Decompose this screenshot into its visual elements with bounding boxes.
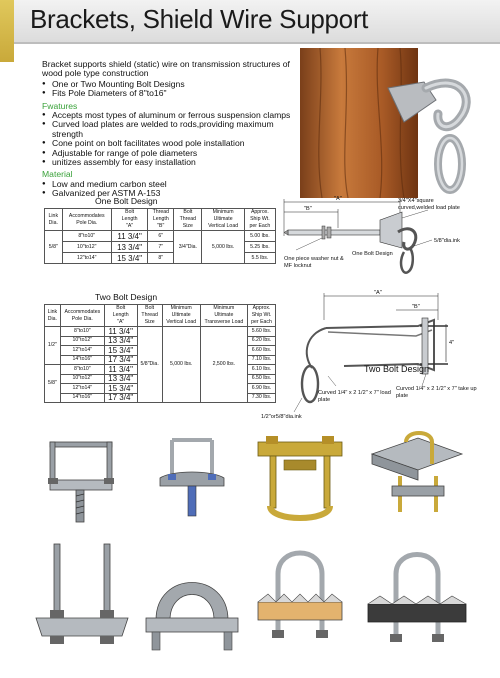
header-cell: Minimum Ultimate Vertical Load	[162, 305, 200, 327]
header-cell: Bolt Thread Size	[137, 305, 162, 327]
weight-cell: 5.5 lbs.	[244, 253, 275, 264]
length-cell: 11 3/4"	[104, 365, 137, 375]
table-header-row	[45, 209, 276, 231]
link-dia-cell: 5/8"	[45, 365, 61, 403]
weight-cell: 7.10 lbs.	[248, 355, 276, 365]
two-bolt-link-label: 1/2"or5/8"dia.ink	[261, 414, 302, 420]
weight-cell: 6.90 lbs.	[248, 384, 276, 394]
pole-cell: 12"to14"	[60, 384, 104, 394]
feature-item: ● unitizes assembly for easy installation	[42, 158, 292, 167]
intro-bullets	[42, 80, 292, 99]
pole-cell: 12"to14"	[60, 346, 104, 356]
header-cell: Approx. Ship Wt. per Each	[244, 209, 275, 231]
weight-cell: 5.25 lbs.	[244, 242, 275, 253]
one-bolt-table-caption: One Bolt Design	[95, 196, 158, 206]
pole-cell: 12"to14"	[62, 253, 111, 264]
intro-description: Bracket supports shield (static) wire on transmission structures of wood pole type construction	[42, 59, 290, 79]
length-cell: 17 3/4"	[104, 355, 137, 365]
two-bolt-curved-take-label: Curvod 1/4" x 2 1/2" x 7" take up plate	[396, 386, 477, 399]
product-saddle-clamp-image	[362, 420, 472, 528]
product-gold-clamp-image	[250, 420, 350, 528]
two-bolt-table	[44, 304, 276, 403]
header-cell: Minimum Ultimate Vertical Load	[202, 209, 244, 231]
product-gallery	[32, 420, 472, 665]
product-u-bolt-clamp-image	[142, 420, 242, 528]
thread-size-cell: 5/8"Dia.	[137, 327, 162, 403]
load-cell: 5,000 lbs.	[202, 231, 244, 264]
length-cell: 13 3/4"	[104, 374, 137, 384]
one-bolt-link-label: 5/8"dia.ink	[434, 238, 460, 244]
one-bolt-dim-a: "A"	[334, 196, 342, 202]
weight-cell: 5.00 lbs.	[244, 231, 275, 242]
two-bolt-dim-b: "B"	[412, 304, 420, 310]
length-cell: 17 3/4"	[104, 393, 137, 403]
product-flat-bracket-image	[32, 540, 132, 660]
weight-cell: 6.20 lbs.	[248, 336, 276, 346]
pole-bracket-illustration	[300, 48, 478, 198]
header-cell: Bolt Thread Size	[174, 209, 202, 231]
weight-cell: 5.60 lbs.	[248, 327, 276, 337]
one-bolt-dim-b: "B"	[304, 206, 312, 212]
table-row	[45, 327, 276, 337]
page-header	[0, 0, 500, 44]
length-cell: 11 3/4"	[111, 231, 147, 242]
length-cell: 13 3/4"	[111, 242, 147, 253]
length-cell: 15 3/4"	[104, 346, 137, 356]
one-bolt-washer-label: One piece washer nut & MF locknut	[284, 256, 344, 269]
weight-cell: 6.60 lbs.	[248, 346, 276, 356]
material-heading: Material	[42, 169, 73, 180]
one-bolt-table	[44, 208, 276, 264]
feature-item: ● Adjustable for range of pole diameters	[42, 149, 292, 158]
material-item: ● Galvanized per ASTM A-153	[42, 189, 292, 198]
header-cell: Bolt Length "A"	[111, 209, 147, 231]
length-cell: 15 3/4"	[104, 384, 137, 394]
two-bolt-table-caption: Two Bolt Design	[95, 292, 158, 302]
pole-cell: 14"to16"	[60, 355, 104, 365]
length-cell: 13 3/4"	[104, 336, 137, 346]
intro-bullet: ● One or Two Mounting Bolt Designs	[42, 80, 292, 89]
header-accent-stripe	[0, 0, 14, 62]
pole-cell: 10"to12"	[60, 336, 104, 346]
transverse-load-cell: 2,500 lbs.	[200, 327, 247, 403]
material-item: ● Low and medium carbon steel	[42, 180, 292, 189]
pole-cell: 10"to12"	[60, 374, 104, 384]
length-cell: 11 3/4"	[104, 327, 137, 337]
product-u-bolt-saddle-image	[250, 540, 350, 660]
header-cell: Accommodates Pole Dia.	[60, 305, 104, 327]
intro-bullet: ● Fits Pole Diameters of 8"to16"	[42, 89, 292, 98]
feature-item: ● Curved load plates are welded to rods,providing maximum strength	[42, 120, 292, 139]
thread-cell: 8"	[148, 253, 174, 264]
two-bolt-dim-a: "A"	[374, 290, 382, 296]
link-dia-cell: 1/2"	[45, 327, 61, 365]
pole-cell: 14"to16"	[60, 393, 104, 403]
intro-section	[42, 60, 292, 199]
header-cell: Link Dia.	[45, 209, 63, 231]
table-row	[45, 231, 276, 242]
link-dia-cell: 5/8"	[45, 231, 63, 264]
product-pipe-clamp-image	[142, 540, 242, 660]
features-heading: Fwatures	[42, 100, 78, 111]
feature-item: ● Cone point on bolt facilitates wood pole installation	[42, 139, 292, 148]
header-cell: Accommodates Pole Dia.	[62, 209, 111, 231]
weight-cell: 7.30 lbs.	[248, 393, 276, 403]
pole-cell: 8"to10"	[60, 327, 104, 337]
weight-cell: 6.50 lbs.	[248, 374, 276, 384]
thread-cell: 6"	[148, 231, 174, 242]
product-screw-bracket-image	[32, 420, 132, 528]
product-grip-clamp-image	[362, 540, 472, 660]
two-bolt-design-label: Two Bolt Design	[364, 364, 430, 374]
material-list	[42, 180, 292, 199]
thread-size-cell: 3/4"Dia.	[174, 231, 202, 264]
pole-cell: 8"to10"	[62, 231, 111, 242]
pole-cell: 8"to10"	[60, 365, 104, 375]
header-cell: Link Dia.	[45, 305, 61, 327]
two-bolt-curved-load-label: Curved 1/4" x 2 1/2" x 7" load plate	[318, 390, 391, 403]
one-bolt-design-label: One Bolt Design	[352, 251, 393, 257]
two-bolt-dim-c: 4"	[449, 340, 455, 346]
features-list	[42, 111, 292, 167]
thread-cell: 7"	[148, 242, 174, 253]
length-cell: 15 3/4"	[111, 253, 147, 264]
header-cell: Bolt Length "A"	[104, 305, 137, 327]
feature-item: ● Accepts most types of aluminum or ferrous suspension clamps	[42, 111, 292, 120]
one-bolt-plate-label: 3/4"X4"square curved,welded load plate	[398, 198, 460, 211]
header-cell: Approx. Ship Wt. per Each	[248, 305, 276, 327]
header-cell: Minimum Ultimate Transverse Load	[200, 305, 247, 327]
table-header-row	[45, 305, 276, 327]
vertical-load-cell: 5,000 lbs.	[162, 327, 200, 403]
header-cell: Thread Length "B"	[148, 209, 174, 231]
weight-cell: 6.10 lbs.	[248, 365, 276, 375]
pole-bracket-photo	[300, 48, 478, 198]
page-title: Brackets, Shield Wire Support	[30, 4, 369, 34]
pole-cell: 10"to12"	[62, 242, 111, 253]
